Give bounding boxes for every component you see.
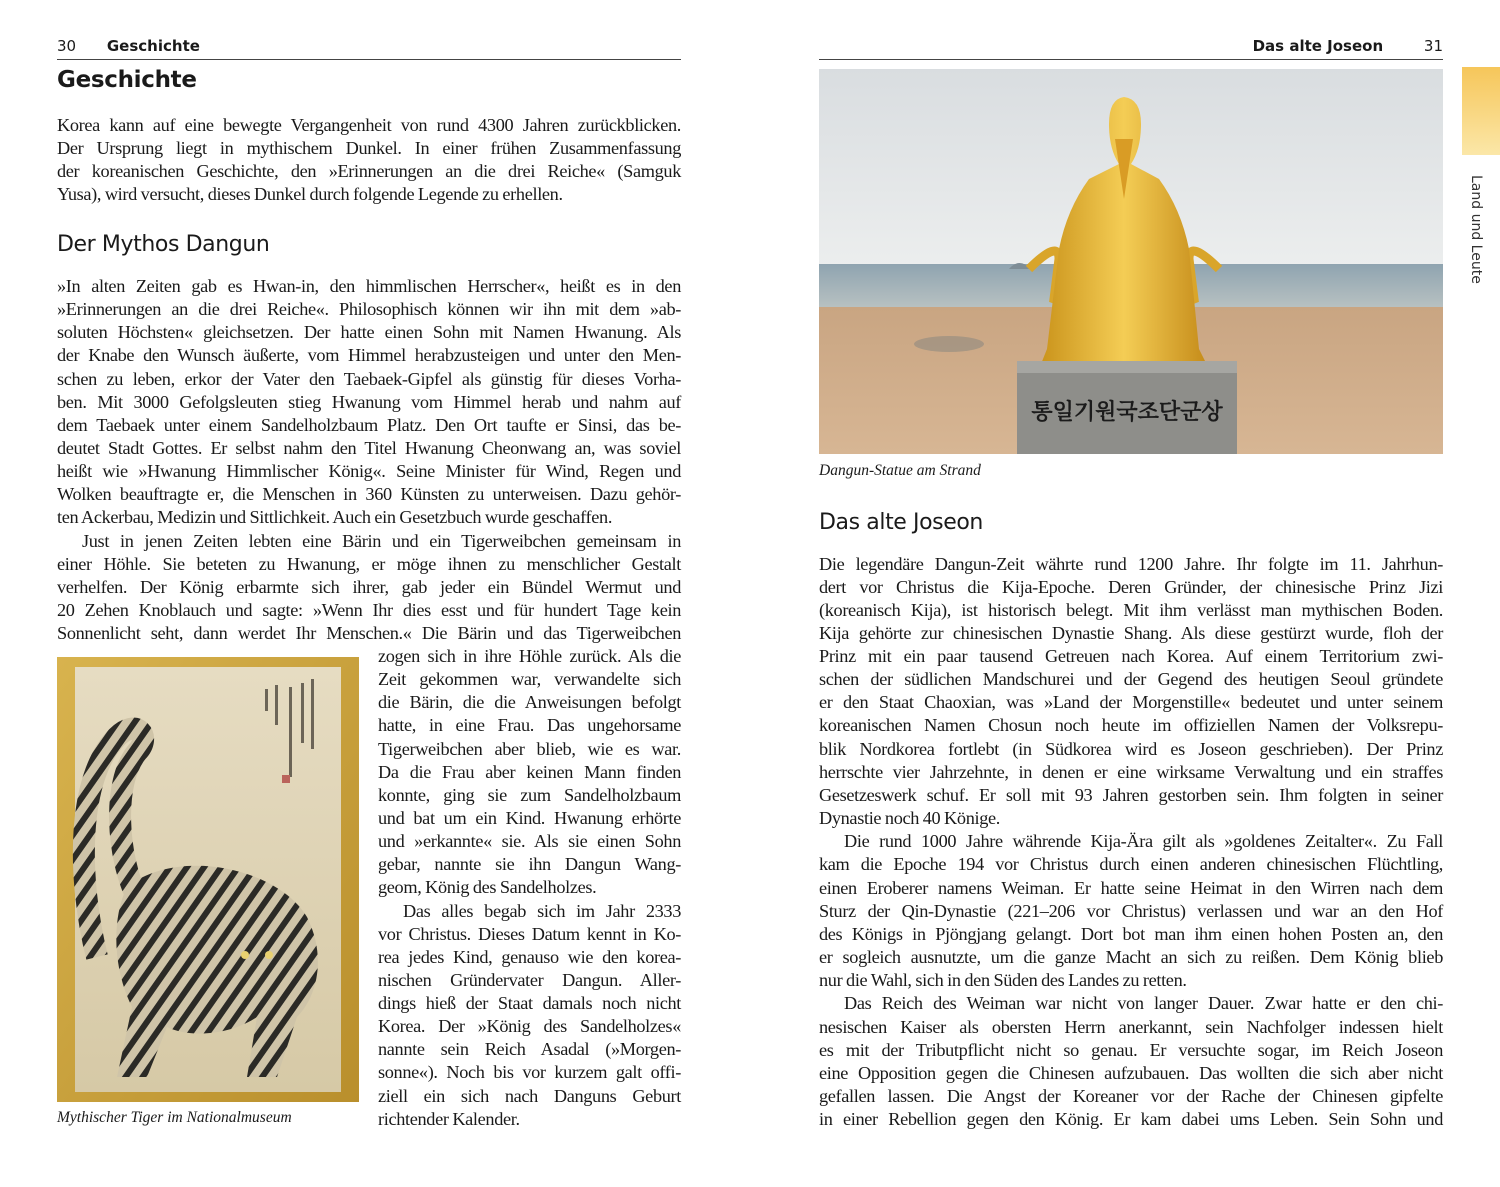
text-line: schen der südlichen Mandschurei und der Gegend des heutigen Seoul gründete [819, 669, 1443, 690]
text-line: richtender Kalender. [378, 1108, 520, 1129]
text-line: Sonnenlicht seht, dann werdet Ihr Menschen.« Die Bärin und das Tigerweibchen [57, 623, 681, 644]
text-line: soluten Höchsten« gleichsetzen. Der hatte einen Sohn mit Namen Hwanung. Als [57, 322, 681, 343]
right-running-head [819, 37, 1443, 55]
paragraph [378, 900, 681, 1131]
text-line: heißt wie »Hwanung Himmlischer König«. Seine Minister für Wind, Regen und [57, 461, 681, 482]
left-running-head [57, 37, 200, 55]
text-line: es mit der Tributpflicht nicht so genau. Er versuchte sogar, im Reich Joseon [819, 1039, 1443, 1060]
chapter-side-tab [1462, 67, 1500, 155]
text-line: Just in jenen Zeiten lebten eine Bärin und ein Tigerweibchen gemeinsam in [82, 530, 681, 551]
text-line: einen Eroberer namens Weiman. Er hatte seine Heimat in den Wirren nach dem [819, 877, 1443, 898]
text-line: Korea. Der »König des Sandelholzes« [378, 1016, 681, 1037]
section-title-mythos: Der Mythos Dangun [57, 232, 270, 257]
statue-figure-caption: Dangun-Statue am Strand [819, 462, 981, 479]
intro-paragraph [57, 114, 681, 207]
text-line: deutet Stadt Gottes. Er selbst nahm den Titel Hwanung Cheonwang an, was soviel [57, 437, 681, 458]
section-title-joseon: Das alte Joseon [819, 510, 983, 535]
paragraph [57, 530, 681, 646]
text-line: Yusa), wird versucht, dieses Dunkel durch folgende Legende zu erhellen. [57, 184, 563, 205]
running-title-left: Geschichte [106, 37, 200, 55]
text-line: ziell ein sich nach Danguns Geburt [378, 1085, 681, 1106]
text-line: Da die Frau aber keinen Mann finden [378, 761, 681, 782]
text-line: und »erkannte« sie. Als sie einen Sohn [378, 831, 681, 852]
chapter-title: Geschichte [57, 67, 197, 93]
text-line: der Knabe den Wunsch äußerte, vom Himmel herabzusteigen und unter den Men- [57, 345, 681, 366]
text-line: »Erinnerungen an die drei Reiche«. Philosophisch können wir ihn mit dem »ab- [57, 299, 681, 320]
side-tab-text: Land und Leute [1468, 175, 1484, 284]
text-line: Dynastie noch 40 Könige. [819, 808, 1001, 829]
text-line: des Königs in Pjöngjang gelangt. Dort bot man ihm einen hohen Posten an, den [819, 923, 1443, 944]
text-line: die Bärin, die die Anweisungen befolgt [378, 692, 681, 713]
text-line: Das Reich des Weiman war nicht von langer Dauer. Zwar hatte er den chi- [844, 993, 1443, 1014]
text-line: koreanischen Namen Chosun noch heute im offiziellen Namen der Volksrepu- [819, 715, 1443, 736]
header-rule-left [57, 59, 681, 60]
side-tab-label [1462, 175, 1486, 299]
text-line: Die legendäre Dangun-Zeit währte rund 1200 Jahre. Ihr folgte im 11. Jahrhun- [819, 553, 1443, 574]
text-line: Prinz mit ein paar tausend Getreuen nach Korea. Auf einem Territorium zwi- [819, 646, 1443, 667]
paragraph [819, 553, 1443, 831]
text-line: Kija gehörte zur chinesischen Dynastie Shang. Als diese gestürzt wurde, floh der [819, 622, 1443, 643]
text-line: nesischen Kaiser als obersten Herrn anerkannt, sein Nachfolger indessen hielt [819, 1016, 1443, 1037]
page-number-left: 30 [57, 37, 77, 55]
text-line: geom, König des Sandelholzes. [378, 877, 597, 898]
paragraph [378, 645, 681, 900]
text-line: Gesetzeswerk schuf. Er soll mit 93 Jahren gestorben sein. Ihm folgten in seiner [819, 784, 1443, 805]
text-line: dings hieß der Staat damals noch nicht [378, 993, 681, 1014]
text-line: Sturz der Qin-Dynastie (221–206 vor Christus) verlassen und war an den Hof [819, 900, 1443, 921]
text-line: Zeit gekommen war, verwandelte sich [378, 669, 681, 690]
paragraph [819, 992, 1443, 1131]
text-line: verhelfen. Der König erbarmte sich ihrer, gab jeder ein Bündel Wermut und [57, 576, 681, 597]
text-line: »In alten Zeiten gab es Hwan-in, den himmlischen Herrscher«, heißt es in den [57, 276, 681, 296]
text-line: der koreanischen Geschichte, den »Erinnerungen an die drei Reiche« (Samguk [57, 161, 681, 182]
text-line: er sogleich ausnutzte, um die ganze Macht an sich zu reißen. Dem König blieb [819, 947, 1443, 967]
header-rule-right [819, 59, 1443, 60]
page-number-right: 31 [1423, 37, 1443, 55]
text-line: er den Staat Chaoxian, was »Land der Morgenstille« bedeutet und unter seinem [819, 692, 1443, 713]
text-line: ten Ackerbau, Medizin und Sittlichkeit. Auch ein Gesetzbuch wurde geschaffen. [57, 507, 613, 528]
tiger-figure-caption: Mythischer Tiger im Nationalmuseum [57, 1109, 292, 1126]
text-line: Der Ursprung liegt in mythischem Dunkel. In einer frühen Zusammenfassung [57, 138, 681, 159]
text-line: nur die Wahl, sich in den Süden des Landes zu retten. [819, 970, 1187, 991]
text-line: eine Opposition gegen die Chinesen aufzubauen. Das wollten die sich aber nicht [819, 1062, 1443, 1083]
text-line: (koreanisch Kija), ist historisch belegt. Mit ihm verlässt man mythischen Boden. [819, 599, 1443, 620]
text-line: Das alles begab sich im Jahr 2333 [403, 900, 681, 921]
text-line: 20 Zehen Knoblauch und sagte: »Wenn Ihr dies esst und für hundert Tage kein [57, 599, 681, 620]
text-line: blik Nordkorea fortlebt (in Südkorea wird es Joseon geschrieben). Der Prinz [819, 738, 1443, 759]
text-line: gebar, nannte sie ihn Dangun Wang- [378, 854, 681, 875]
paragraph [819, 830, 1443, 992]
text-line: ben. Mit 3000 Gefolgsleuten stieg Hwanung vom Himmel herab und nahm auf [57, 391, 681, 412]
text-line: schen zu leben, erkor der Vater den Taebaek-Gipfel als günstig für dieses Vorha- [57, 368, 681, 389]
text-line: nannte sein Reich Asadal (»Morgen- [378, 1039, 681, 1060]
text-line: Tigerweibchen aber blieb, wie es war. [378, 738, 681, 759]
text-line: vor Christus. Dieses Datum kennt in Ko- [378, 923, 681, 944]
text-line: herrschte vier Jahrzehnte, in denen er eine wirksame Verwaltung und ein straffes [819, 761, 1443, 782]
statue-inscription: 통일기원국조단군상 [1031, 400, 1223, 425]
tiger-painting-image [57, 657, 359, 1102]
text-line: und bat um ein Kind. Hwanung erhörte [378, 807, 681, 828]
text-line: nischen Gründervater Dangun. Aller- [378, 969, 681, 990]
text-line: einer Höhle. Sie beteten zu Hwanung, er möge ihnen zu menschlicher Gestalt [57, 553, 681, 574]
text-line: sonne«). Noch bis vor kurzem galt offi- [378, 1062, 681, 1083]
running-title-right: Das alte Joseon [1252, 37, 1384, 55]
text-line: dert vor Christus die Kija-Epoche. Deren Gründer, der chinesische Prinz Jizi [819, 576, 1443, 597]
text-line: zogen sich in ihre Höhle zurück. Als die [378, 646, 681, 666]
text-line: Die rund 1000 Jahre währende Kija-Ära gilt als »goldenes Zeitalter«. Zu Fall [844, 831, 1443, 852]
text-line: Wolken beauftragte er, die Menschen in 360 Künsten zu unterweisen. Dazu gehör- [57, 484, 681, 505]
text-line: gefallen lassen. Die Angst der Koreaner vor der Rache der Chinesen gipfelte [819, 1085, 1443, 1106]
text-line: konnte, ging sie zum Sandelholzbaum [378, 784, 681, 805]
text-line: in einer Rebellion gegen den König. Er kam dabei ums Leben. Sein Sohn und [819, 1109, 1443, 1130]
text-line: rea jedes Kind, genauso wie den korea- [378, 946, 681, 967]
text-line: dem Taebaek unter einem Sandelholzbaum Platz. Den Ort taufte er Sinsi, das be- [57, 414, 681, 435]
dangun-statue-photo [819, 69, 1443, 454]
text-line: kam die Epoche 194 vor Christus durch einen anderen chinesischen Flüchtling, [819, 854, 1443, 875]
paragraph [57, 275, 681, 530]
text-line: hatte, in eine Frau. Das ungehorsame [378, 715, 681, 736]
text-line: Korea kann auf eine bewegte Vergangenheit von rund 4300 Jahren zurückblicken. [57, 115, 681, 135]
